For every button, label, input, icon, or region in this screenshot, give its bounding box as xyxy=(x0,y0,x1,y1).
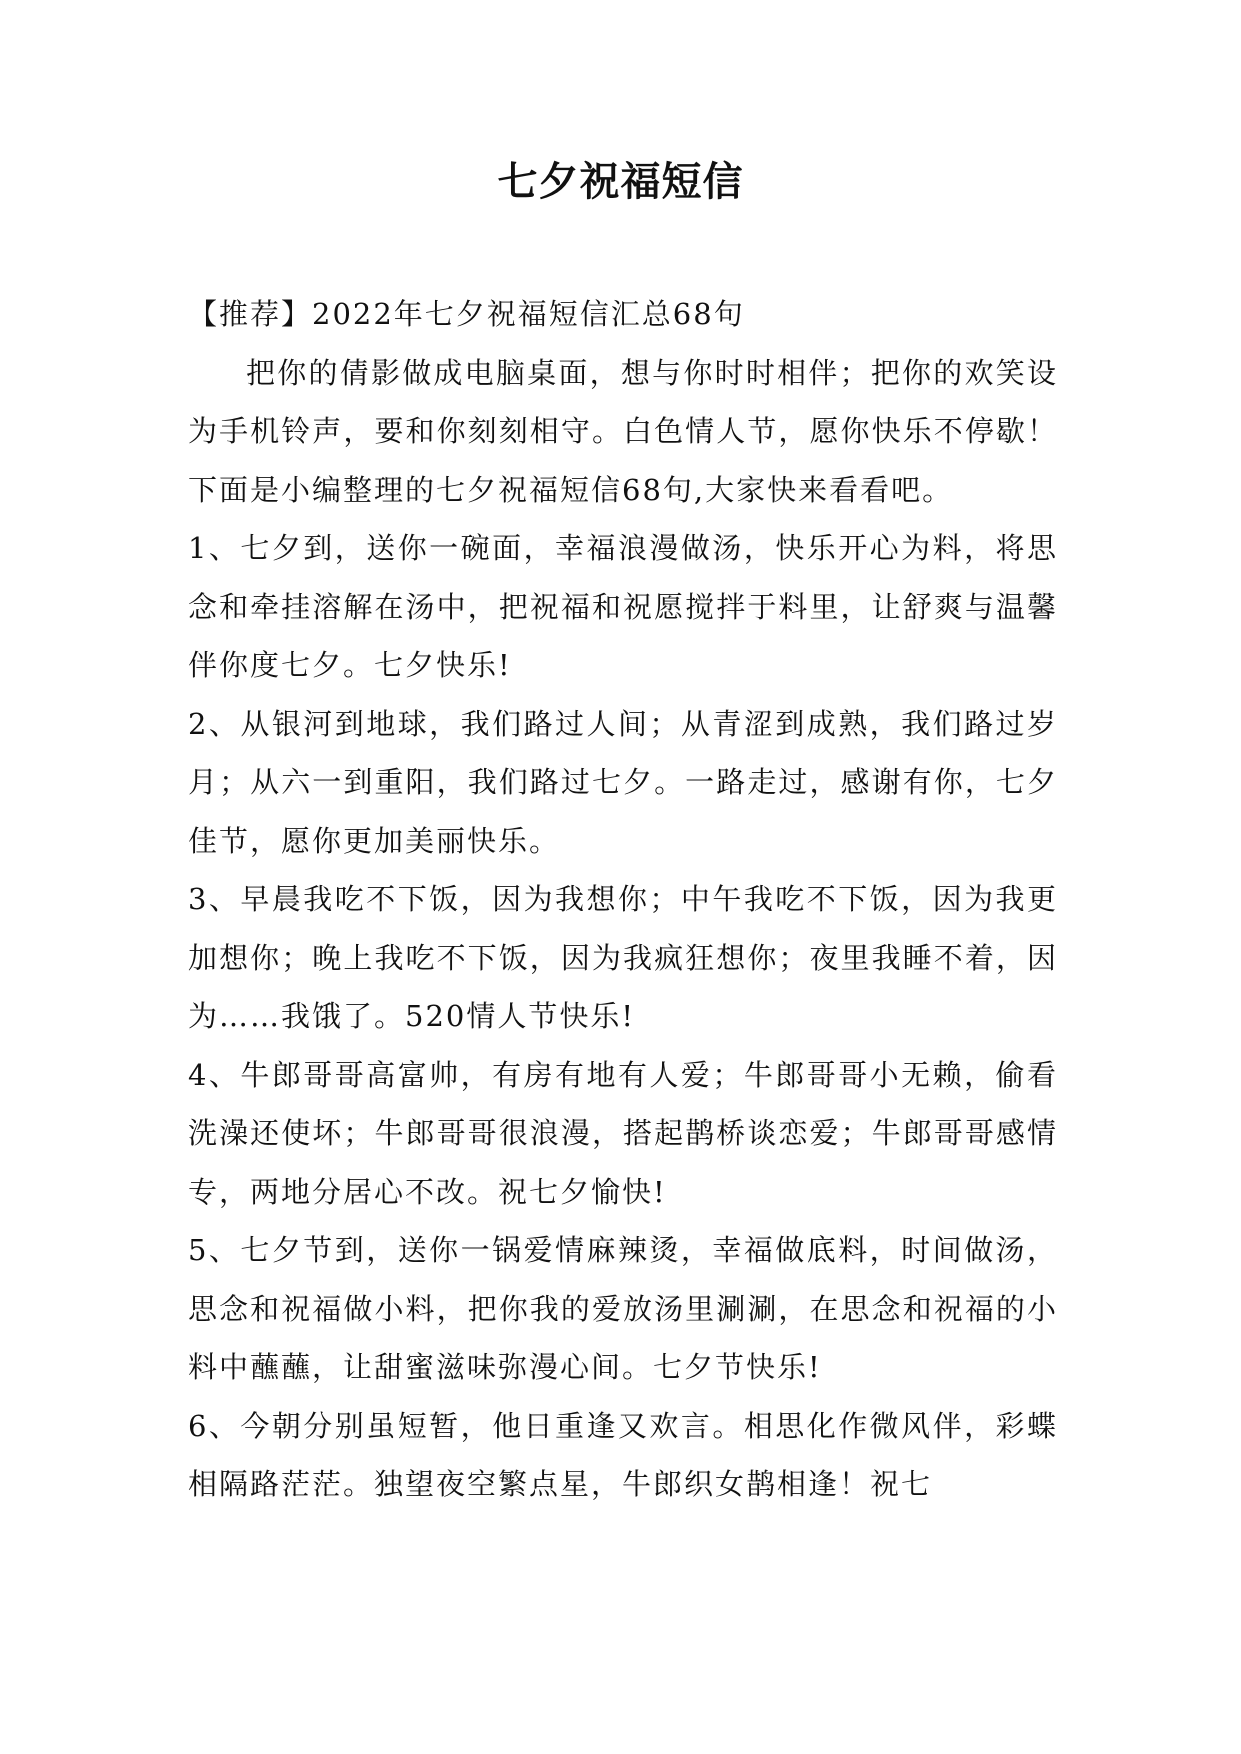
list-item: 1、七夕到，送你一碗面，幸福浪漫做汤，快乐开心为料，将思念和牵挂溶解在汤中，把祝福和祝愿搅拌于料里，让舒爽与温馨伴你度七夕。七夕快乐! xyxy=(188,531,1058,682)
list-item: 3、早晨我吃不下饭，因为我想你；中午我吃不下饭，因为我更加想你；晚上我吃不下饭，因为我疯狂想你；夜里我睡不着，因为……我饿了。520情人节快乐! xyxy=(188,882,1058,1033)
list-item: 4、牛郎哥哥高富帅，有房有地有人爱；牛郎哥哥小无赖，偷看洗澡还使坏；牛郎哥哥很浪漫，搭起鹊桥谈恋爱；牛郎哥哥感情专，两地分居心不改。祝七夕愉快! xyxy=(188,1057,1058,1209)
document-subtitle: 【推荐】2022年七夕祝福短信汇总68句 xyxy=(188,297,745,331)
list-item: 6、今朝分别虽短暂，他日重逢又欢言。相思化作微风伴，彩蝶相隔路茫茫。独望夜空繁点星，牛郎织女鹊相逢！祝七 xyxy=(188,1408,1058,1501)
document-body xyxy=(188,285,1058,1514)
list-item: 5、七夕节到，送你一锅爱情麻辣烫，幸福做底料，时间做汤，思念和祝福做小料，把你我的爱放汤里涮涮，在思念和祝福的小料中蘸蘸，让甜蜜滋味弥漫心间。七夕节快乐! xyxy=(188,1233,1058,1384)
document-title: 七夕祝福短信 xyxy=(497,158,744,205)
intro-paragraph: 把你的倩影做成电脑桌面，想与你时时相伴；把你的欢笑设为手机铃声，要和你刻刻相守。白色情人节，愿你快乐不停歇！下面是小编整理的七夕祝福短信68句,大家快来看看吧。 xyxy=(188,355,1058,507)
list-item: 2、从银河到地球，我们路过人间；从青涩到成熟，我们路过岁月；从六一到重阳，我们路过七夕。一路走过，感谢有你，七夕佳节，愿你更加美丽快乐。 xyxy=(188,706,1058,858)
